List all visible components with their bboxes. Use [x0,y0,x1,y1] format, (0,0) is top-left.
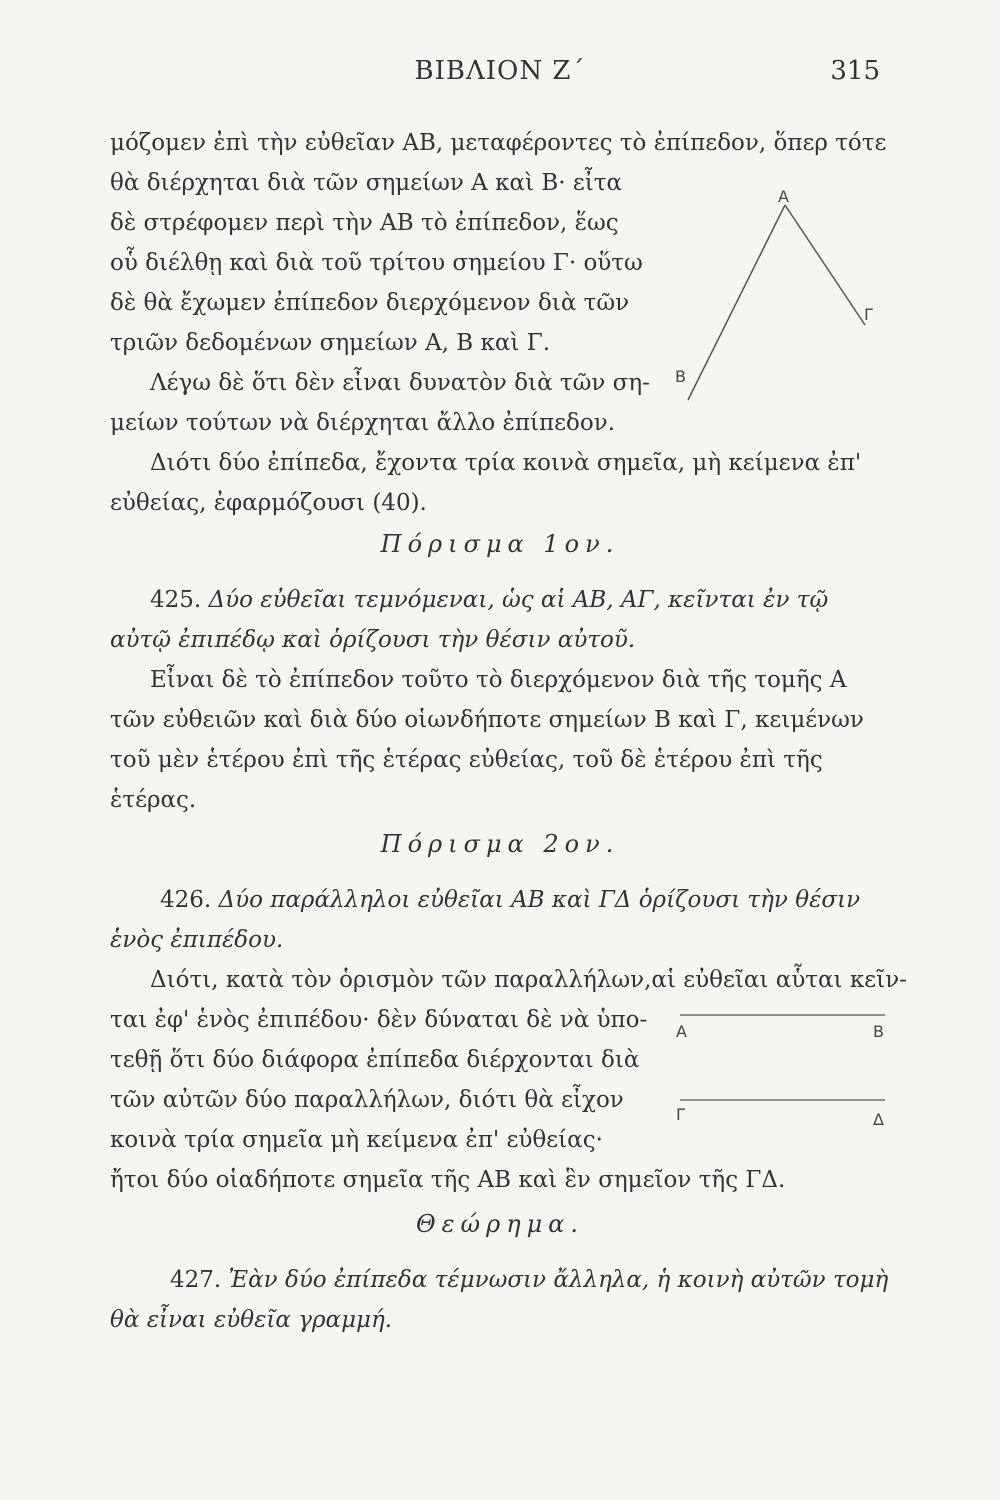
text-line: ται ἐφ' ἑνὸς ἐπιπέδου· δὲν δύναται δὲ νὰ ὑπο- [110,1007,648,1033]
page-number: 315 [830,56,880,86]
text-line: μείων τούτων νὰ διέρχηται ἄλλο ἐπίπεδον. [110,410,616,436]
section-number: 426. [160,887,212,913]
label-point-c: Γ [864,305,873,324]
label-point-c: Γ [676,1105,685,1124]
theorem-heading: Θεώρημα. [415,1210,585,1238]
text-line: εὐθείας, ἐφαρμόζουσι (40). [110,490,427,516]
statement-line [170,1265,888,1295]
line-ac [785,205,865,325]
statement-line: θὰ εἶναι εὐθεῖα γραμμή. [110,1307,393,1333]
text-line: Εἶναι δὲ τὸ ἐπίπεδον τοῦτο τὸ διερχόμενον διὰ τῆς τομῆς Α [150,667,847,693]
text-line: δὲ θὰ ἔχωμεν ἐπίπεδον διερχόμενον διὰ τῶν [110,290,630,316]
label-point-b: Β [873,1022,884,1041]
label-point-a: Α [778,187,789,206]
statement-text: Δύο εὐθεῖαι τεμνόμεναι, ὡς αἱ ΑΒ, ΑΓ, κεῖνται ἐν τῷ [208,587,829,613]
text-line: τῶν εὐθειῶν καὶ διὰ δύο οἱωνδήποτε σημείων Β καὶ Γ, κειμένων [110,707,864,733]
text-line: Διότι δύο ἐπίπεδα, ἔχοντα τρία κοινὰ σημεῖα, μὴ κείμενα ἐπ' [150,450,862,476]
text-line: οὗ διέλθῃ καὶ διὰ τοῦ τρίτου σημείου Γ· οὕτω [110,250,643,276]
text-line: ἑτέρας. [110,787,197,813]
text-line: κοινὰ τρία σημεῖα μὴ κείμενα ἐπ' εὐθείας· [110,1127,603,1153]
text-line: θὰ διέρχηται διὰ τῶν σημείων Α καὶ Β· εἶτα [110,170,623,196]
statement-text: Ἐὰν δύο ἐπίπεδα τέμνωσιν ἄλληλα, ἡ κοινὴ αὐτῶν τομὴ [228,1267,889,1293]
text-line: τοῦ μὲν ἑτέρου ἐπὶ τῆς ἑτέρας εὐθείας, τοῦ δὲ ἑτέρου ἐπὶ τῆς [110,747,823,773]
text-line: τῶν αὐτῶν δύο παραλλήλων, διότι θὰ εἶχον [110,1087,624,1113]
porisma-1-heading: Πόρισμα 1ον. [380,530,620,558]
text-line: Διότι, κατὰ τὸν ὁρισμὸν τῶν παραλλήλων,αἱ εὐθεῖαι αὗται κεῖν- [150,967,907,993]
line-ab [688,205,785,400]
running-header-title: ΒΙΒΛΙΟΝ Ζ΄ [414,56,586,86]
figure-three-points [660,180,900,420]
text-line: τεθῇ ὅτι δύο διάφορα ἐπίπεδα διέρχονται διὰ [110,1047,640,1073]
statement-line: ἑνὸς ἐπιπέδου. [110,927,284,953]
porisma-2-heading: Πόρισμα 2ον. [380,830,620,858]
figure-parallel-lines [670,1005,900,1135]
text-line: μόζομεν ἐπὶ τὴν εὐθεῖαν ΑΒ, μεταφέροντες τὸ ἐπίπεδον, ὅπερ τότε [110,130,887,156]
text-line: Λέγω δὲ ὅτι δὲν εἶναι δυνατὸν διὰ τῶν ση- [150,370,650,396]
label-point-a: Α [676,1022,687,1041]
statement-text: Δύο παράλληλοι εὐθεῖαι ΑΒ καὶ ΓΔ ὁρίζουσι τὴν θέσιν [218,887,861,913]
text-line: δὲ στρέφομεν περὶ τὴν ΑΒ τὸ ἐπίπεδον, ἕως [110,210,619,236]
label-point-d: Δ [873,1110,884,1129]
statement-line [150,585,828,615]
statement-line [160,885,860,915]
text-line: τριῶν δεδομένων σημείων Α, Β καὶ Γ. [110,330,551,356]
section-number: 427. [170,1267,222,1293]
label-point-b: Β [675,367,686,386]
text-line: ἤτοι δύο οἱαδήποτε σημεῖα τῆς ΑΒ καὶ ἓν σημεῖον τῆς ΓΔ. [110,1167,786,1193]
statement-line: αὐτῷ ἐπιπέδῳ καὶ ὁρίζουσι τὴν θέσιν αὐτοῦ. [110,627,636,653]
section-number: 425. [150,587,202,613]
